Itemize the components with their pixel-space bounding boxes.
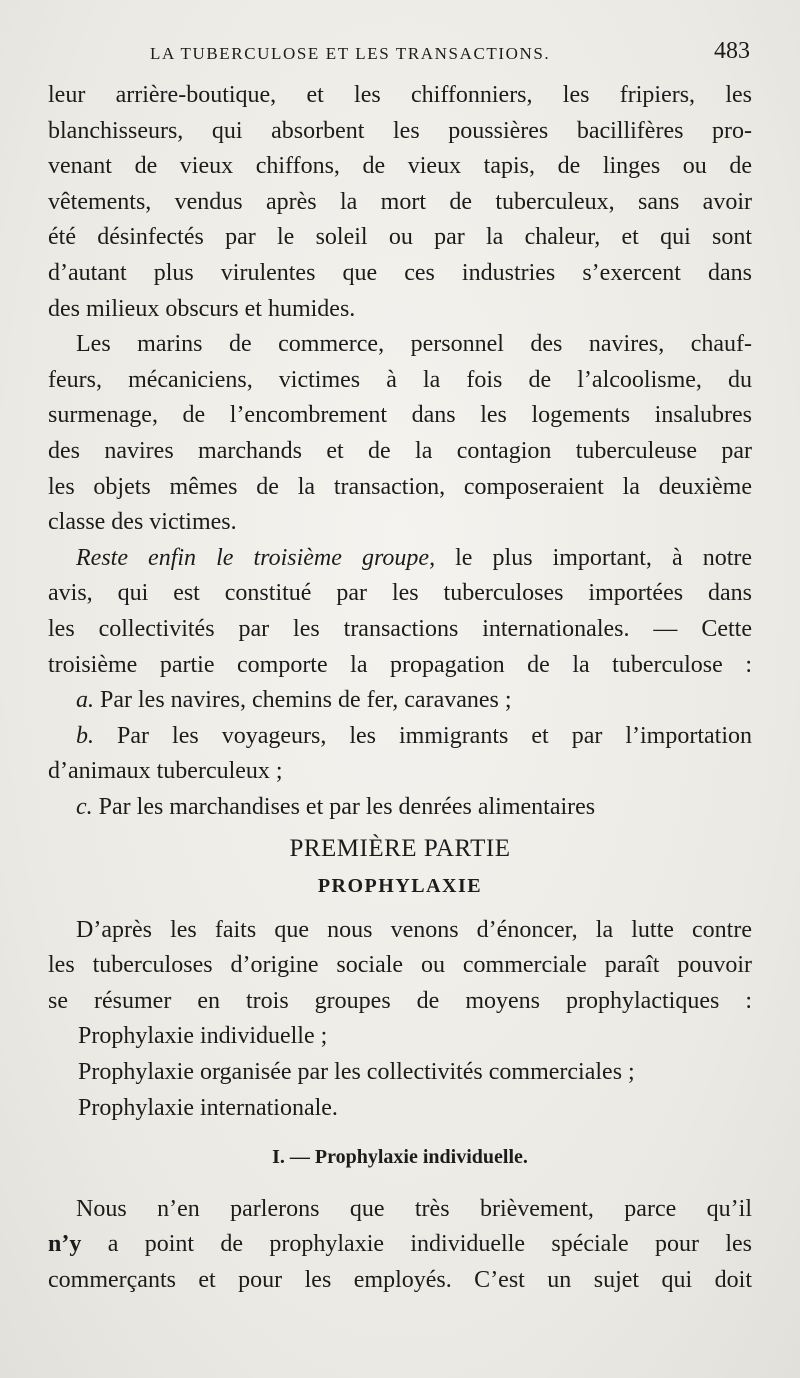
list-item-c [48,790,752,826]
section-heading: PROPHYLAXIE [317,875,483,898]
text-line: des navires marchands et de la contagion tuberculeuse par [48,437,752,464]
text-run: Par les marchandises et par les denrées alimentaires [92,793,596,820]
body-text [48,78,752,1299]
italic-phrase: Reste enfin le troisième groupe, [76,544,436,571]
list-item: Prophylaxie individuelle ; [78,1023,328,1050]
list-item: Prophylaxie internationale. [78,1094,338,1121]
text-line: se résumer en trois groupes de moyens prophylactiques : [48,987,752,1014]
text-run: Par les navires, chemins de fer, caravanes ; [94,687,512,714]
text-run: Par les voyageurs, les immigrants et par l’importation [94,722,752,749]
paragraph-4 [48,913,752,1127]
text-line: avis, qui est constitué par les tuberculoses importées dans [48,580,752,607]
text-line: blanchisseurs, qui absorbent les poussières bacillifères pro- [48,117,752,144]
running-header [150,38,750,68]
item-letter: c. [76,793,93,820]
text-line: les tuberculoses d’origine sociale ou commerciale paraît pouvoir [48,952,752,979]
list-item-a [48,683,752,719]
text-line: venant de vieux chiffons, de vieux tapis, de linges ou de [48,153,752,180]
text-line: feurs, mécaniciens, victimes à la fois de l’alcoolisme, du [48,366,752,393]
text-line: d’autant plus virulentes que ces industries s’exercent dans [48,259,752,286]
text-line: d’animaux tuberculeux ; [48,758,283,785]
item-letter: b. [76,722,94,749]
text-line: surmenage, de l’encombrement dans les logements insalubres [48,402,752,429]
paragraph-3 [48,541,752,826]
bold-word: n’y [48,1231,82,1258]
text-run: a point de prophylaxie individuelle spéciale pour les [81,1231,752,1258]
text-line: les collectivités par les transactions internationales. — Cette [48,615,752,642]
text-line: D’après les faits que nous venons d’énoncer, la lutte contre [76,916,752,943]
text-line: les objets mêmes de la transaction, composeraient la deuxième [48,473,752,500]
paragraph-1 [48,78,752,327]
list-item: Prophylaxie organisée par les collectivités commerciales ; [78,1059,635,1086]
paragraph-2 [48,327,752,541]
list-item-b [48,719,752,755]
part-heading: PREMIÈRE PARTIE [289,835,511,863]
text-line: commerçants et pour les employés. C’est un sujet qui doit [48,1267,752,1293]
item-letter: a. [76,687,94,714]
subsection-heading: I. — Prophylaxie individuelle. [272,1146,528,1169]
text-line: classe des victimes. [48,509,237,536]
text-line: leur arrière-boutique, et les chiffonniers, les fripiers, les [48,82,752,108]
text-line: été désinfectés par le soleil ou par la chaleur, et qui sont [48,224,752,251]
text-run: le plus important, à notre [435,544,753,571]
running-title: LA TUBERCULOSE ET LES TRANSACTIONS. [150,44,551,63]
paragraph-5 [48,1192,752,1299]
text-line [48,1227,752,1263]
text-line: Les marins de commerce, personnel des navires, chauf- [76,331,752,358]
text-line [48,541,752,577]
page-number: 483 [714,38,750,64]
text-line: vêtements, vendus après la mort de tuberculeux, sans avoir [48,188,752,215]
text-line: Nous n’en parlerons que très brièvement, parce qu’il [76,1195,752,1222]
text-line: des milieux obscurs et humides. [48,295,356,322]
text-line: troisième partie comporte la propagation de la tuberculose : [48,651,752,678]
